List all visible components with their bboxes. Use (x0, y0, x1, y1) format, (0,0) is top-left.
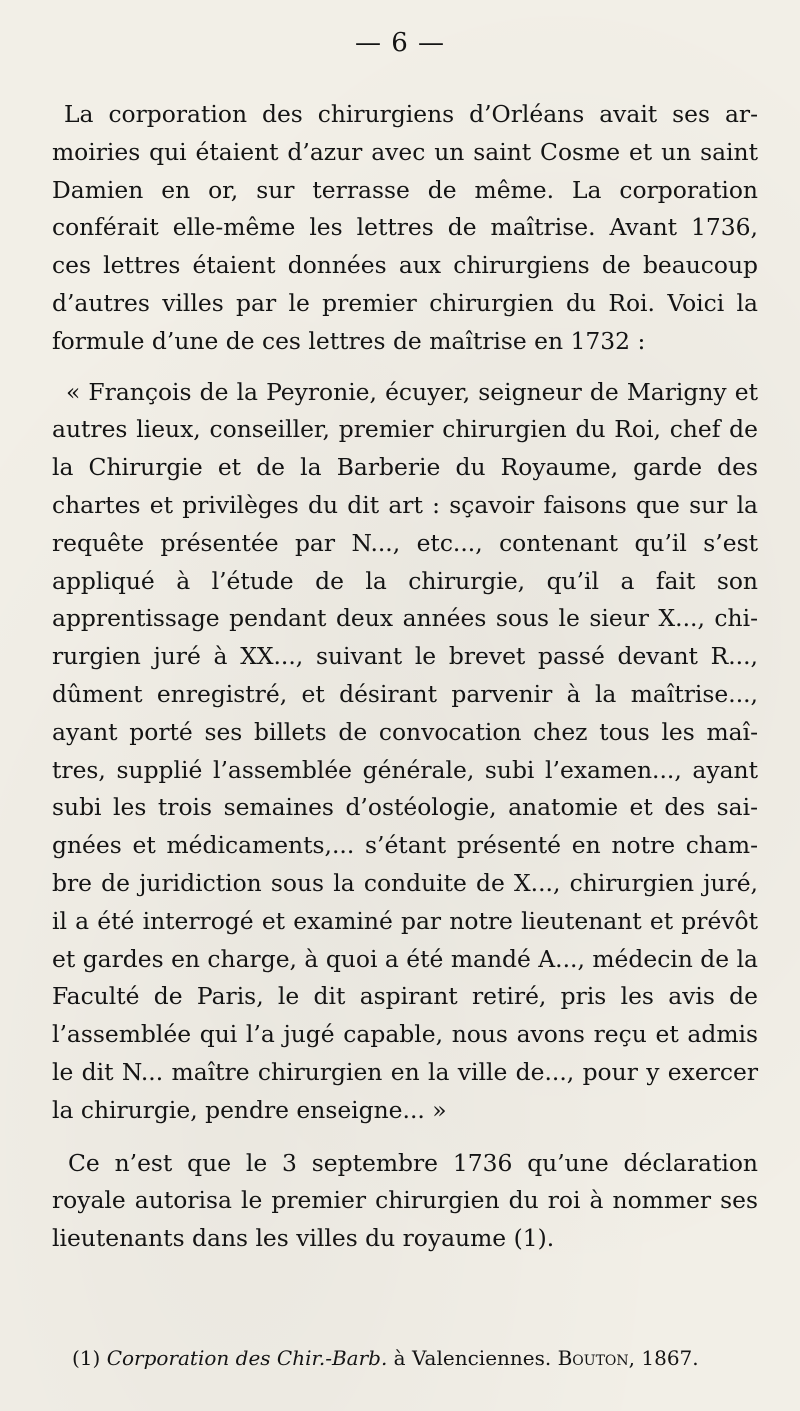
footnote-marker: (1) (72, 1346, 101, 1370)
paragraph-intro: La corporation des chirurgiens d’Orléans avait ses armoiries qui étaient d’azur avec un saint Cosme et un saint Damien en or, sur terrasse de même. La corporation conférait elle-même les lettres de maîtrise. Avant 1736, ces lettres étaient données aux chirurgiens de beaucoup d’autres villes par le premier chirurgien du Roi. Voici la formule d’une de ces lettres de maîtrise en 1732 : (52, 100, 758, 355)
footnote-author: Bouton (557, 1346, 629, 1370)
paragraph-closing: Ce n’est que le 3 septembre 1736 qu’une déclaration royale autorisa le premier chirurgien du roi à nommer ses lieutenants dans les villes du royaume (1). (52, 1148, 758, 1253)
main-text (52, 96, 758, 1258)
paragraph-quote: « François de la Peyronie, écuyer, seigneur de Marigny et autres lieux, conseiller, premier chirurgien du Roi, chef de la Chirurgie et de la Barberie du Royaume, garde des chartes et privilèges du dit art : sçavoir faisons que sur la requête présentée par N..., etc..., contenant qu’il s’est appliqué à l’étude de la chirurgie, qu’il a fait son apprentissage pendant deux années sous le sieur X..., chirurgien juré à XX..., suivant le brevet passé devant R..., dûment enregistré, et désirant parvenir à la maîtrise..., ayant porté ses billets de convocation chez tous les maîtres, supplié l’assemblée générale, subi l’examen..., ayant subi les trois semaines d’ostéologie, anatomie et des saignées et médicaments,... s’étant présenté en notre chambre de juridiction sous la conduite de X..., chirurgien juré, il a été interrogé et examiné par notre lieutenant et prévôt et gardes en charge, à quoi a été mandé A..., médecin de la Faculté de Paris, le dit aspirant retiré, pris les avis de l’assemblée qui l’a jugé capable, nous avons reçu et admis le dit N... maître chirurgien en la ville de..., pour y exercer la chirurgie, pendre enseigne... » (52, 377, 758, 1124)
footnote-title: Corporation des Chir.-Barb. (106, 1346, 388, 1370)
footnote-place: à Valenciennes. (393, 1346, 552, 1370)
page-number: — 6 — (354, 28, 446, 58)
footnote (72, 1345, 772, 1371)
footnote-year: , 1867. (628, 1346, 699, 1370)
